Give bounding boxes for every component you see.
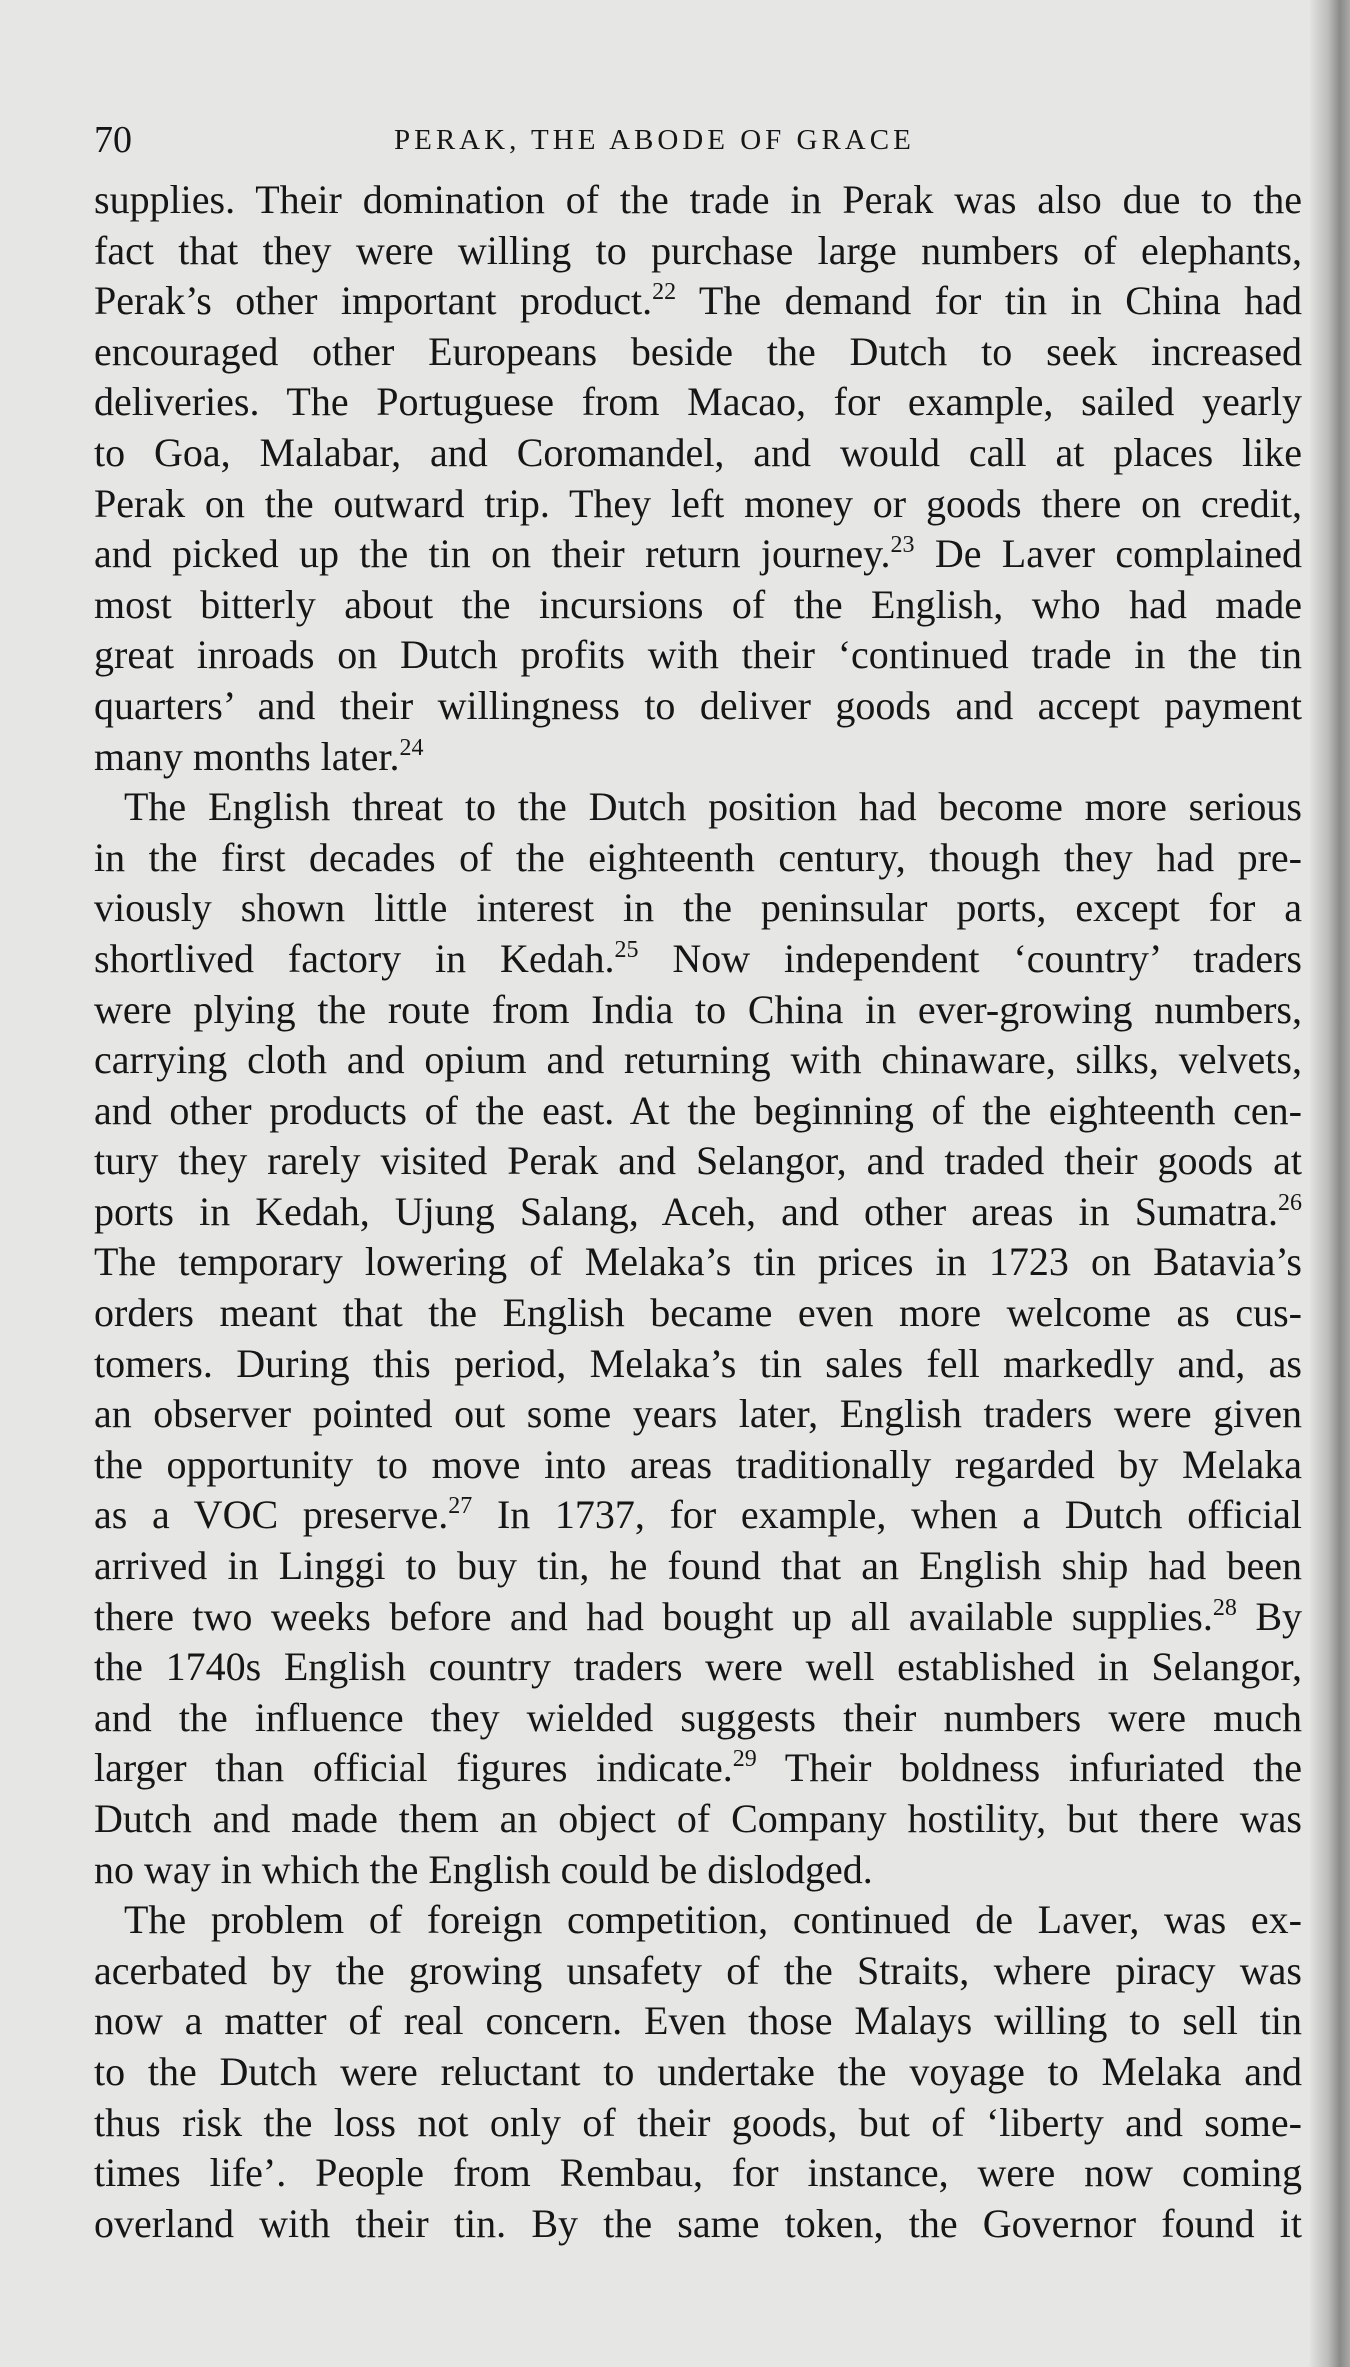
text-line [94,1339,1302,1390]
text-line [94,1086,1302,1137]
text-line [94,985,1302,1036]
text-segment: In 1737, for example, when a Dutch official [472,1492,1302,1538]
text-segment: tomers. During this period, Melaka’s tin sales fell markedly and, as [94,1340,1302,1386]
text-line [94,428,1302,479]
text-line [94,934,1302,985]
book-gutter-shadow [1310,0,1350,2367]
text-segment: were plying the route from India to China in ever-growing numbers, [94,986,1302,1032]
text-segment: supplies. Their domination of the trade in Perak was also due to the [94,177,1302,222]
text-segment: the opportunity to move into areas traditionally regarded by Melaka [94,1441,1302,1487]
text-segment: overland with their tin. By the same token, the Governor found it [94,2200,1302,2246]
text-segment: in the first decades of the eighteenth century, though they had pre- [94,834,1302,880]
text-segment: and the influence they wielded suggests their numbers were much [94,1694,1302,1740]
text-line [94,479,1302,530]
text-segment: quarters’ and their willingness to deliver goods and accept payment [94,682,1302,728]
text-line [94,1187,1302,1238]
text-segment: tury they rarely visited Perak and Selangor, and traded their goods at [94,1138,1302,1184]
footnote-reference: 22 [652,279,677,306]
text-segment: there two weeks before and had bought up all available supplies. [94,1593,1213,1639]
text-line [94,1642,1302,1693]
text-line [94,833,1302,884]
text-segment: arrived in Linggi to buy tin, he found that an English ship had been [94,1543,1302,1589]
text-segment: Perak’s other important product. [94,278,653,324]
text-segment: fact that they were willing to purchase large numbers of elephants, [94,227,1302,273]
text-line [94,377,1302,428]
paragraph [94,175,1302,782]
text-line [94,883,1302,934]
text-segment: viously shown little interest in the peninsular ports, except for a [94,885,1302,931]
text-segment: an observer pointed out some years later, English traders were given [94,1391,1302,1437]
text-line [94,2148,1302,2199]
text-segment: most bitterly about the incursions of the English, who had made [94,581,1302,627]
text-segment: thus risk the loss not only of their goods, but of ‘liberty and some- [94,2099,1302,2145]
text-line [94,529,1302,580]
text-line [94,580,1302,631]
text-line [94,1794,1302,1845]
text-segment: Dutch and made them an object of Company hostility, but there was [94,1796,1302,1841]
text-line [94,1490,1302,1541]
text-line [94,2199,1302,2250]
text-line [94,1237,1302,1288]
text-line [94,1541,1302,1592]
text-segment: to Goa, Malabar, and Coromandel, and would call at places like [94,429,1302,475]
text-line [94,1389,1302,1440]
text-segment: great inroads on Dutch profits with their ‘continued trade in the tin [94,632,1302,678]
text-segment: The problem of foreign competition, continued de Laver, was ex- [124,1897,1302,1943]
text-line [94,732,1302,783]
text-line [94,1693,1302,1744]
text-segment: no way in which the English could be dislodged. [94,1846,873,1892]
paragraph [94,1895,1302,2249]
text-segment: as a VOC preserve. [94,1492,449,1538]
text-line [94,226,1302,277]
text-line [94,276,1302,327]
text-line [94,1592,1302,1643]
text-segment: De Laver complained [914,531,1302,577]
paragraph [94,782,1302,1895]
text-segment: The English threat to the Dutch position had become more serious [124,784,1302,830]
running-title: PERAK, THE ABODE OF GRACE [394,124,915,156]
footnote-reference: 27 [448,1493,473,1520]
text-line [94,1136,1302,1187]
footnote-reference: 23 [890,532,915,559]
text-segment: larger than official figures indicate. [94,1745,733,1791]
text-segment: times life’. People from Rembau, for instance, were now coming [94,2150,1302,2196]
text-segment: By [1236,1593,1302,1639]
text-line [94,1035,1302,1086]
footnote-reference: 25 [614,936,639,963]
text-line [94,681,1302,732]
page-header [94,118,1302,168]
text-segment: The temporary lowering of Melaka’s tin prices in 1723 on Batavia’s [94,1239,1302,1285]
text-line [94,2098,1302,2149]
text-segment: orders meant that the English became even more welcome as cus- [94,1290,1302,1336]
page-number: 70 [94,119,132,161]
text-segment: acerbated by the growing unsafety of the Straits, where piracy was [94,1947,1302,1993]
text-line [94,1996,1302,2047]
text-segment: many months later. [94,733,400,779]
text-segment: The demand for tin in China had [676,278,1303,324]
text-segment: carrying cloth and opium and returning with chinaware, silks, velvets, [94,1037,1302,1083]
text-line [94,1895,1302,1946]
text-segment: shortlived factory in Kedah. [94,935,615,981]
text-segment: now a matter of real concern. Even those Malays willing to sell tin [94,1998,1302,2044]
footnote-reference: 29 [732,1746,757,1773]
text-segment: Their boldness infuriated the [756,1745,1302,1791]
text-line [94,1845,1302,1896]
text-line [94,630,1302,681]
body-text [94,175,1302,2249]
text-segment: and picked up the tin on their return journey. [94,531,891,577]
footnote-reference: 26 [1278,1189,1302,1216]
text-line [94,1440,1302,1491]
text-line [94,782,1302,833]
text-line [94,1743,1302,1794]
text-line [94,1288,1302,1339]
text-line [94,327,1302,378]
footnote-reference: 24 [399,734,424,761]
text-line [94,1946,1302,1997]
text-segment: encouraged other Europeans beside the Dutch to seek increased [94,328,1302,374]
text-segment: deliveries. The Portuguese from Macao, for example, sailed yearly [94,379,1302,425]
text-segment: Now independent ‘country’ traders [638,935,1303,981]
text-segment: to the Dutch were reluctant to undertake the voyage to Melaka and [94,2048,1302,2094]
text-line [94,175,1302,226]
text-segment: Perak on the outward trip. They left money or goods there on credit, [94,480,1302,526]
text-segment: ports in Kedah, Ujung Salang, Aceh, and other areas in Sumatra. [94,1188,1278,1234]
text-line [94,2047,1302,2098]
text-segment: the 1740s English country traders were well established in Selangor, [94,1644,1302,1690]
footnote-reference: 28 [1212,1594,1237,1621]
text-segment: and other products of the east. At the beginning of the eighteenth cen- [94,1087,1302,1133]
